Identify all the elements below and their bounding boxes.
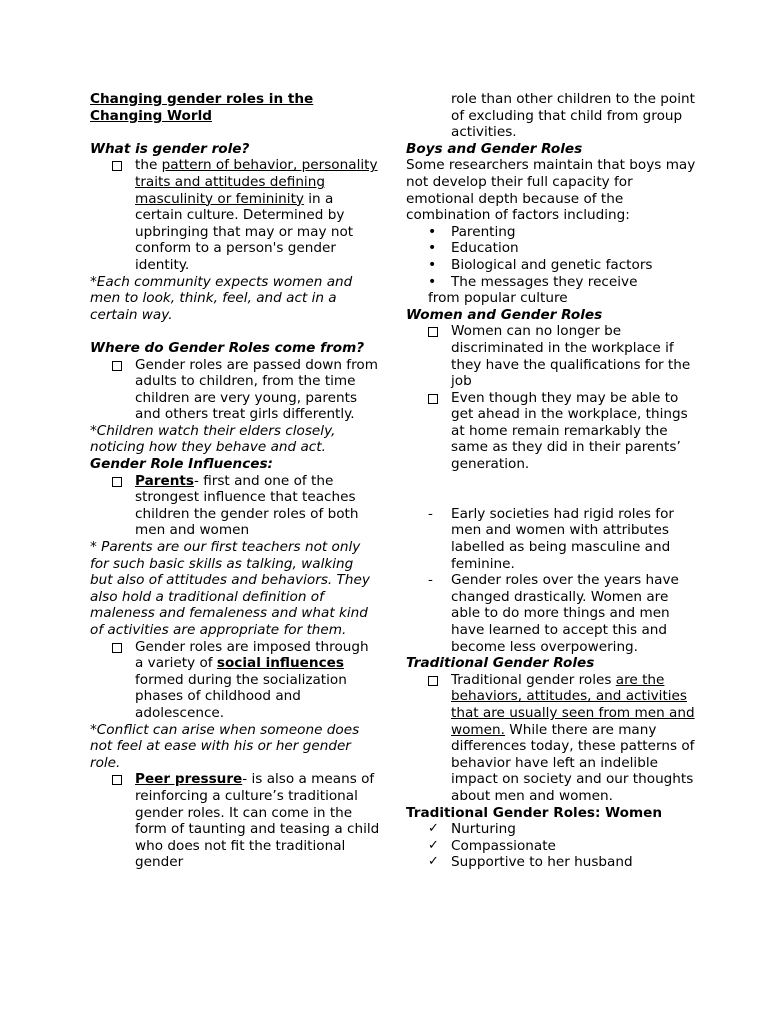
checkbox-bullet-icon <box>112 639 126 658</box>
from-item <box>90 357 380 423</box>
social-suffix: formed during the socialization phases of childhood and adolescence. <box>135 671 347 721</box>
note-community: *Each community expects women and men to look, think, feel, and act in a certain way. <box>90 273 353 323</box>
bullet-dot-icon: • <box>428 273 437 290</box>
note-children: *Children watch their elders closely, noticing how they behave and act. <box>90 422 336 456</box>
checkbox-bullet-icon <box>112 157 126 176</box>
heading-boys: Boys and Gender Roles <box>406 140 583 157</box>
social-prefix: Gender roles are imposed through a variety of <box>135 638 369 672</box>
dash-bullet-icon: - <box>428 505 433 522</box>
checkmark-icon: ✓ <box>428 837 439 853</box>
left-column <box>90 91 380 871</box>
women-item <box>406 390 696 473</box>
women-item-text: Even though they may be able to get ahead in the workplace, things at home remain remarkably the same as they did in their parents’ generation. <box>451 389 688 473</box>
traditional-underlined: are the behaviors, attitudes, and activities that are usually seen from men and women. <box>451 671 695 738</box>
bullet-dot-icon: • <box>428 240 437 257</box>
checkbox-bullet-icon <box>428 390 438 409</box>
checkbox-bullet-icon <box>112 357 126 376</box>
peer-label: Peer pressure <box>135 771 243 788</box>
dash-item-text: Early societies had rigid roles for men and women with attributes labelled as being masculine and feminine. <box>451 505 674 572</box>
dash-item-text: Gender roles over the years have changed drastically. Women are able to do more things and men have learned to accept this and become less overpowering. <box>451 572 679 655</box>
note-conflict: *Conflict can arise when someone does not feel at ease with his or her gender role. <box>90 721 360 771</box>
checkmark-icon: ✓ <box>428 821 439 837</box>
document-title <box>90 91 380 124</box>
social-label: social influences <box>216 655 344 672</box>
boys-paragraph: Some researchers maintain that boys may not develop their full capacity for emotional depth because of the combination of factors including: <box>406 157 696 224</box>
factor-tail: from popular culture <box>428 290 568 307</box>
factor-item <box>406 274 696 291</box>
continuation-text <box>406 91 696 141</box>
factor-item <box>406 257 696 274</box>
from-item-text: Gender roles are passed down from adults to children, from the time children are very young, parents and others treat girls differently. <box>135 356 378 423</box>
peer-item <box>90 771 380 871</box>
right-column <box>406 91 696 871</box>
checkbox-bullet-icon <box>428 323 438 342</box>
checkbox-bullet-icon <box>428 672 438 691</box>
checkmark-icon: ✓ <box>428 854 439 870</box>
checkbox-bullet-icon <box>112 771 126 790</box>
trait-item <box>406 838 696 855</box>
traditional-suffix: While there are many differences today, these patterns of behavior have left an indelible impact on society and our thoughts about men and women. <box>451 721 695 804</box>
trait-label: Supportive to her husband <box>451 854 633 871</box>
heading-influences: Gender Role Influences: <box>90 456 273 473</box>
trait-item <box>406 854 696 871</box>
note-parents: * Parents are our first teachers not only for such basic skills as talking, walking but also of attitudes and behaviors. They also hold a traditional definition of maleness and femaleness and what kind of activities are appropriate for them. <box>90 539 370 638</box>
parents-label: Parents <box>135 472 194 489</box>
heading-where-from: Where do Gender Roles come from? <box>90 339 365 356</box>
factor-label: Education <box>451 240 519 257</box>
factor-item <box>406 240 696 257</box>
heading-what-is-gender-role: What is gender role? <box>90 140 250 157</box>
peer-text: - is also a means of reinforcing a culture’s traditional gender roles. It can come in the form of taunting and teasing a child who does not fit the traditional gender <box>135 771 380 871</box>
traditional-prefix: Traditional gender roles <box>451 671 616 688</box>
factor-label: Parenting <box>451 223 516 240</box>
bullet-dot-icon: • <box>428 256 437 273</box>
dash-bullet-icon: - <box>428 572 433 589</box>
factor-item <box>406 224 696 241</box>
heading-women: Women and Gender Roles <box>406 306 603 323</box>
title-line-1: Changing gender roles in the <box>90 91 314 107</box>
continuation-body: role than other children to the point of excluding that child from group activities. <box>451 91 695 141</box>
trait-label: Compassionate <box>451 837 556 854</box>
traditional-item <box>406 672 696 805</box>
trait-item <box>406 821 696 838</box>
parents-item <box>90 473 380 539</box>
definition-item <box>90 157 380 273</box>
women-item <box>406 323 696 389</box>
definition-suffix: in a certain culture. Determined by upbringing that may or may not conform to a person's gender identity. <box>135 190 354 273</box>
factor-label: The messages they receive <box>451 273 638 290</box>
factor-label: Biological and genetic factors <box>451 256 653 273</box>
heading-traditional: Traditional Gender Roles <box>406 655 595 672</box>
heading-traditional-women: Traditional Gender Roles: Women <box>406 804 663 821</box>
social-item <box>90 639 380 722</box>
parents-text: - first and one of the strongest influence that teaches children the gender roles of both men and women <box>135 472 359 539</box>
bullet-dot-icon: • <box>428 223 437 240</box>
trait-label: Nurturing <box>451 821 516 838</box>
title-line-2: Changing World <box>90 107 212 124</box>
dash-item <box>406 506 696 572</box>
dash-item <box>406 572 696 655</box>
checkbox-bullet-icon <box>112 473 126 492</box>
definition-prefix: the <box>135 157 162 174</box>
definition-underlined: pattern of behavior, personality traits and attitudes defining masculinity or femininity <box>135 157 378 207</box>
women-item-text: Women can no longer be discriminated in the workplace if they have the qualifications for the job <box>451 323 691 390</box>
